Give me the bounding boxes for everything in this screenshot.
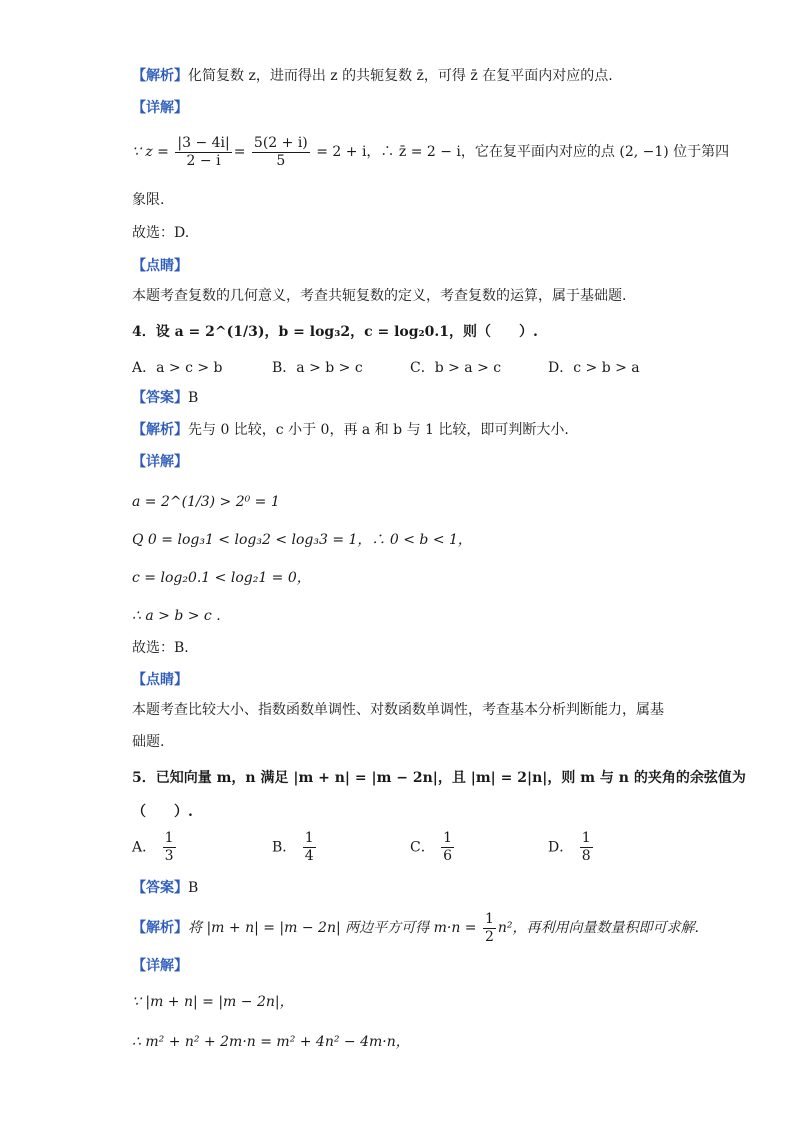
- step-4: ∴ a > b > c .: [132, 608, 221, 624]
- answer-tag: 【答案】: [132, 880, 188, 896]
- fraction-denominator: 5: [276, 152, 286, 169]
- fraction-denominator: 3: [164, 848, 174, 864]
- comment-tag: 【点睛】: [132, 258, 188, 274]
- eq-fraction-2: [252, 135, 310, 170]
- equation-continuation: 象限.: [132, 192, 165, 208]
- step-2: Q 0 = log₃1 < log₃2 < log₃3 = 1，∴ 0 < b < 1，: [132, 532, 472, 548]
- option-c: C．b > a > c: [410, 360, 502, 376]
- answer-block: [132, 878, 198, 898]
- option-label: C．: [410, 839, 435, 856]
- fraction-denominator: 8: [581, 848, 591, 864]
- question-5-stem-cont: （ ）.: [132, 804, 193, 820]
- answer-line: 故选：D.: [132, 225, 190, 241]
- fraction-denominator: 6: [443, 848, 453, 864]
- comment-text-cont: 础题.: [132, 734, 165, 750]
- answer-value: B: [188, 880, 199, 896]
- comment-heading: [132, 670, 188, 690]
- option-d: [548, 830, 595, 865]
- option-b: B．a > b > c: [272, 360, 363, 376]
- analysis-line: [132, 420, 569, 440]
- analysis-text-post: n²，再利用向量数量积即可求解.: [497, 920, 699, 936]
- equation-line: ∵ z = $\frac{|3 - 4i|}{2 - i}$ = $\frac{5(2 + i)}{5}$ = 2 + i，∴ z̄ = 2 − i，它在复平面内对应的点 (2, −1) 位于第四: [132, 134, 730, 169]
- eq-fraction-1: [175, 135, 231, 170]
- question-5-options: [132, 830, 672, 870]
- option-a: [132, 830, 178, 865]
- step-3: c = log₂0.1 < log₂1 = 0，: [132, 570, 311, 586]
- option-label: D．: [548, 839, 574, 856]
- fraction-numerator: 1: [164, 830, 174, 846]
- answer-line: 故选：B.: [132, 640, 189, 656]
- analysis-line: [132, 908, 699, 948]
- step-1: a = 2^(1/3) > 2⁰ = 1: [132, 494, 280, 510]
- fraction-numerator: 5(2 + i): [253, 134, 308, 151]
- detail-heading: [132, 956, 188, 976]
- fraction-numerator: 1: [484, 910, 494, 927]
- step-1: ∵ |m + n| = |m − 2n|，: [132, 994, 294, 1010]
- analysis-tag: 【解析】: [132, 68, 188, 84]
- analysis-text: 将 |m + n| = |m − 2n| 两边平方可得 m·n =: [188, 920, 477, 936]
- detail-heading: [132, 98, 188, 118]
- comment-text: 本题考查比较大小、指数函数单调性、对数函数单调性，考查基本分析判断能力，属基: [132, 702, 664, 718]
- option-a: A．a > c > b: [132, 360, 223, 376]
- detail-tag: 【详解】: [132, 454, 188, 470]
- analysis-tag: 【解析】: [132, 422, 188, 438]
- fraction-numerator: 1: [443, 830, 453, 846]
- analysis-line: [132, 66, 613, 86]
- option-d: D．c > b > a: [548, 360, 640, 376]
- fraction-numerator: |3 − 4i|: [177, 134, 230, 151]
- comment-tag: 【点睛】: [132, 672, 188, 688]
- detail-tag: 【详解】: [132, 958, 188, 974]
- analysis-tag: 【解析】: [132, 920, 188, 936]
- fraction-denominator: 4: [304, 848, 314, 864]
- question-4-options: [132, 358, 672, 378]
- detail-tag: 【详解】: [132, 100, 188, 116]
- answer-tag: 【答案】: [132, 390, 188, 406]
- eq-prefix: ∵ z =: [132, 144, 169, 160]
- fraction-denominator: 2: [484, 928, 494, 945]
- detail-heading: [132, 452, 188, 472]
- question-5-stem: 5．已知向量 m，n 满足 |m + n| = |m − 2n|，且 |m| = 2|n|，则 m 与 n 的夹角的余弦值为: [132, 770, 746, 786]
- answer-block: [132, 388, 198, 408]
- question-4-stem: 4．设 a = 2^(1/3)，b = log₃2，c = log₂0.1，则（ ）.: [132, 324, 538, 340]
- comment-text: 本题考查复数的几何意义，考查共轭复数的定义，考查复数的运算，属于基础题.: [132, 288, 627, 304]
- option-label: B．: [272, 839, 297, 856]
- option-c: [410, 830, 456, 865]
- eq-rest: = 2 + i，∴ z̄ = 2 − i，它在复平面内对应的点 (2, −1) 位于第四: [316, 144, 730, 160]
- step-2: ∴ m² + n² + 2m·n = m² + 4n² − 4m·n，: [132, 1034, 410, 1050]
- analysis-text: 化简复数 z，进而得出 z 的共轭复数 z̄，可得 z̄ 在复平面内对应的点.: [188, 68, 613, 84]
- fraction-numerator: 1: [581, 830, 591, 846]
- analysis-text: 先与 0 比较，c 小于 0，再 a 和 b 与 1 比较，即可判断大小.: [188, 422, 569, 438]
- fraction-numerator: 1: [304, 830, 314, 846]
- fraction-denominator: 2 − i: [186, 152, 221, 169]
- option-b: [272, 830, 318, 865]
- comment-heading: [132, 256, 188, 276]
- option-label: A．: [132, 839, 157, 856]
- answer-value: B: [188, 390, 199, 406]
